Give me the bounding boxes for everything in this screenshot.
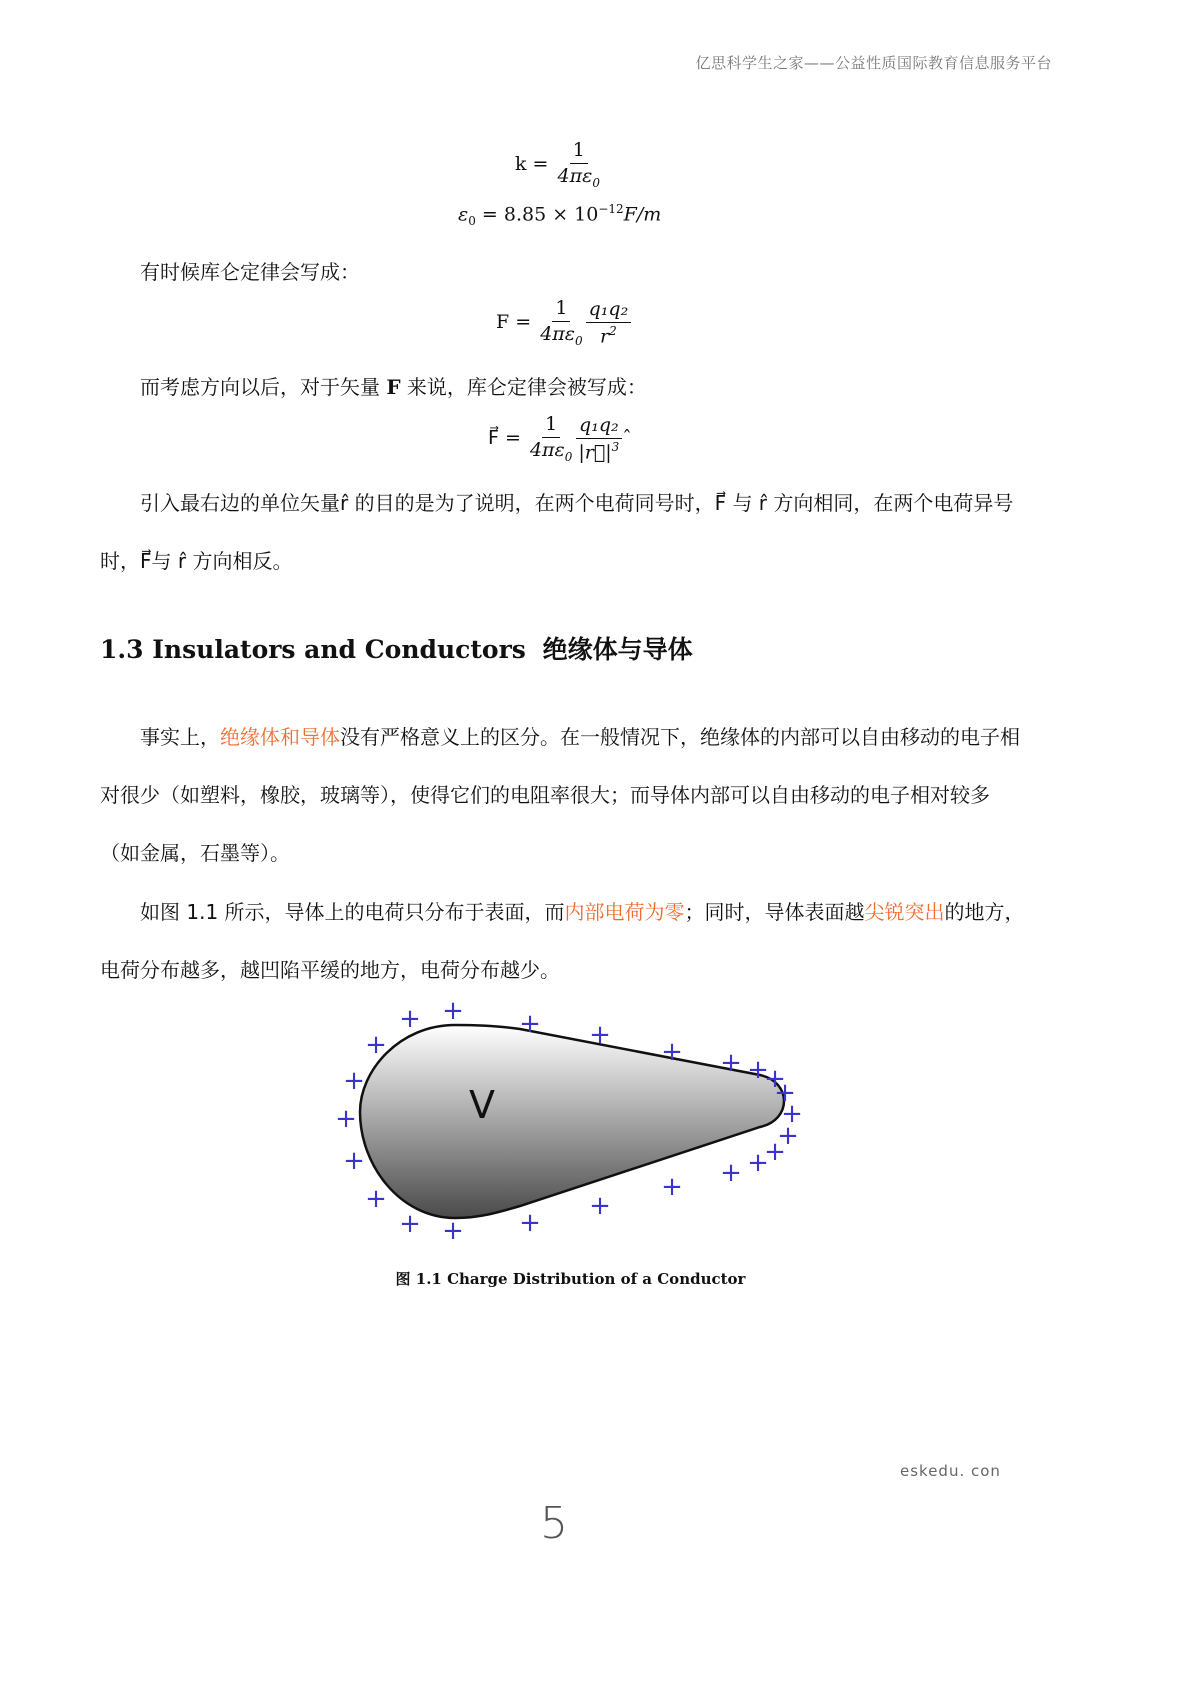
- paragraph-unit-vector-line2: 时，F⃗与 r̂ 方向相反。: [100, 549, 293, 573]
- plus-charge-icon: +: [365, 1030, 387, 1060]
- footer-site: eskedu. con: [900, 1462, 1001, 1480]
- plus-charge-icon: +: [519, 1208, 541, 1238]
- k-denominator: $4\pi\varepsilon_0$: [557, 164, 600, 190]
- plus-charge-icon: +: [720, 1048, 742, 1078]
- paragraph-charge-distribution-line1: 如图 1.1 所示，导体上的电荷只分布于表面，而内部电荷为零；同时，导体表面越尖锐突出的地方，: [140, 900, 1025, 924]
- highlight-insulators-conductors: 绝缘体和导体: [220, 725, 340, 749]
- k-lhs: k =: [515, 152, 549, 175]
- section-heading: [100, 630, 693, 666]
- paragraph-charge-distribution-line2: 电荷分布越多，越凹陷平缓的地方，电荷分布越少。: [100, 958, 560, 982]
- equation-k: [515, 140, 603, 190]
- plus-charge-icon: +: [747, 1148, 769, 1178]
- equation-coulomb-vector: F⃗ = $\frac{1}{4\pi\varepsilon_0}$ $\frac{\text{q₁q₂}}{|r⃗|^3}$ ˆ: [488, 413, 632, 464]
- plus-charge-icon: +: [519, 1009, 541, 1039]
- plus-charge-icon: +: [661, 1172, 683, 1202]
- page-number: 5: [540, 1498, 568, 1549]
- vector-constant-fraction: $\frac{1}{4\pi\varepsilon_0}$: [529, 413, 573, 464]
- plus-charge-icon: +: [661, 1037, 683, 1067]
- charge-distance-fraction: $\frac{\text{q₁q₂}}{r^2}$: [586, 299, 632, 347]
- potential-label: V: [469, 1083, 495, 1127]
- plus-charge-icon: +: [747, 1055, 769, 1085]
- paragraph-insulators-line2: 对很少（如塑料，橡胶，玻璃等），使得它们的电阻率很大；而导体内部可以自由移动的电子相对较多: [100, 783, 990, 807]
- plus-charge-icon: +: [343, 1066, 365, 1096]
- paragraph-insulators-line1: 事实上，绝缘体和导体没有严格意义上的区分。在一般情况下，绝缘体的内部可以自由移动的电子相: [140, 725, 1020, 749]
- paragraph-vector-intro: 而考虑方向以后，对于矢量 F 来说，库仑定律会被写成：: [140, 375, 647, 399]
- plus-charge-icon: +: [335, 1104, 357, 1134]
- highlight-zero-internal-charge: 内部电荷为零: [564, 900, 685, 924]
- section-title-cn: 绝缘体与导体: [542, 635, 693, 664]
- paragraph-unit-vector-line1: 引入最右边的单位矢量r̂ 的目的是为了说明，在两个电荷同号时，F⃗ 与 r̂ 方向相同，在两个电荷异号: [140, 491, 1014, 515]
- plus-charge-icon: +: [442, 1216, 464, 1246]
- plus-charge-icon: +: [777, 1121, 799, 1151]
- k-numerator: 1: [570, 140, 588, 164]
- plus-charge-icon: +: [365, 1184, 387, 1214]
- paragraph-insulators-line3: （如金属，石墨等）。: [100, 841, 290, 865]
- plus-charge-icon: +: [764, 1137, 786, 1167]
- k-fraction: [555, 140, 603, 190]
- plus-charge-icon: +: [589, 1020, 611, 1050]
- plus-charge-icon: +: [399, 1004, 421, 1034]
- equation-epsilon0: $\varepsilon_0 = 8.85 \times 10^{-12}F/m$: [458, 202, 662, 229]
- highlight-sharp-protrusion: 尖锐突出: [864, 900, 945, 924]
- plus-charge-icon: +: [442, 996, 464, 1026]
- coulomb-constant-fraction: $\frac{1}{4\pi\varepsilon_0}$: [540, 297, 583, 348]
- figure-caption: 图 1.1 Charge Distribution of a Conductor: [395, 1270, 746, 1288]
- plus-charge-icon: +: [343, 1146, 365, 1176]
- conductor-figure: [320, 990, 820, 1250]
- vector-charge-fraction: $\frac{\text{q₁q₂}}{|r⃗|^3}$: [575, 415, 622, 463]
- section-title-en: 1.3 Insulators and Conductors: [100, 635, 526, 664]
- equation-coulomb-scalar: F = $\frac{1}{4\pi\varepsilon_0}$ $\frac{\text{q₁q₂}}{r^2}$: [496, 298, 631, 348]
- plus-charge-icon: +: [720, 1158, 742, 1188]
- plus-charge-icon: +: [764, 1064, 786, 1094]
- paragraph-coulomb-intro: 有时候库仑定律会写成：: [140, 260, 360, 284]
- header-site-title: 亿思科学生之家——公益性质国际教育信息服务平台: [695, 54, 1052, 72]
- plus-charge-icon: +: [399, 1209, 421, 1239]
- plus-charge-icon: +: [781, 1099, 803, 1129]
- plus-charge-icon: +: [774, 1078, 796, 1108]
- plus-charge-icon: +: [589, 1191, 611, 1221]
